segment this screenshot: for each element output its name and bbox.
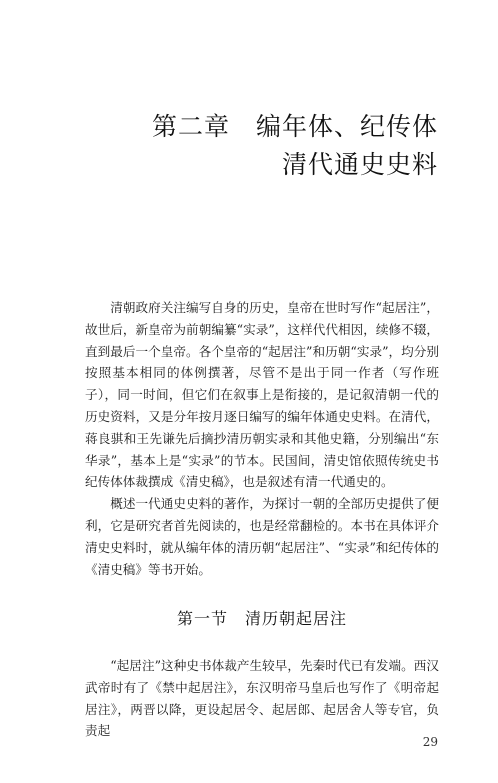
page-number: 29 <box>422 735 438 749</box>
chapter-title <box>152 108 438 184</box>
paragraph: 清朝政府关注编写自身的历史，皇帝在世时写作“起居注”，故世后，新皇帝为前朝编纂“实录”，这样代代相因，续修不辍，直到最后一个皇帝。各个皇帝的“起居注”和历朝“实录”，均分别按照基本相同的体例撰著，尽管不是出于同一作者（写作班子），同一时间，但它们在叙事上是衔接的，是记叙清朝一代的历史资料，又是分年按月逐日编写的编年体通史史料。在清代，蒋良骐和王先谦先后摘抄清历朝实录和其他史籍，分别编出“东华录”，基本上是“实录”的节本。民国间，清史馆依照传统史书纪传体体裁撰成《清史稿》，也是叙述有清一代通史的。 <box>85 300 439 490</box>
paragraph: 概述一代通史史料的著作，为探讨一朝的全部历史提供了便利，它是研究者首先阅读的，也是经常翻检的。本书在具体评介清史史料时，就从编年体的清历朝“起居注”、“实录”和纪传体的《清史稿》等书开始。 <box>85 496 439 577</box>
chapter-title-line-1: 第二章 编年体、纪传体 <box>151 112 438 141</box>
paragraph: “起居注”这种史书体裁产生较早，先秦时代已有发端。西汉武帝时有了《禁中起居注》，东汉明帝马皇后也写作了《明帝起居注》，两晋以降，更设起居令、起居郎、起居舍人等专官，负责起 <box>85 658 439 739</box>
section-body <box>85 655 439 742</box>
chapter-title-line-2: 清代通史史料 <box>281 150 438 179</box>
chapter-intro <box>85 297 439 580</box>
section-title: 第一节 清历朝起居注 <box>176 609 347 628</box>
